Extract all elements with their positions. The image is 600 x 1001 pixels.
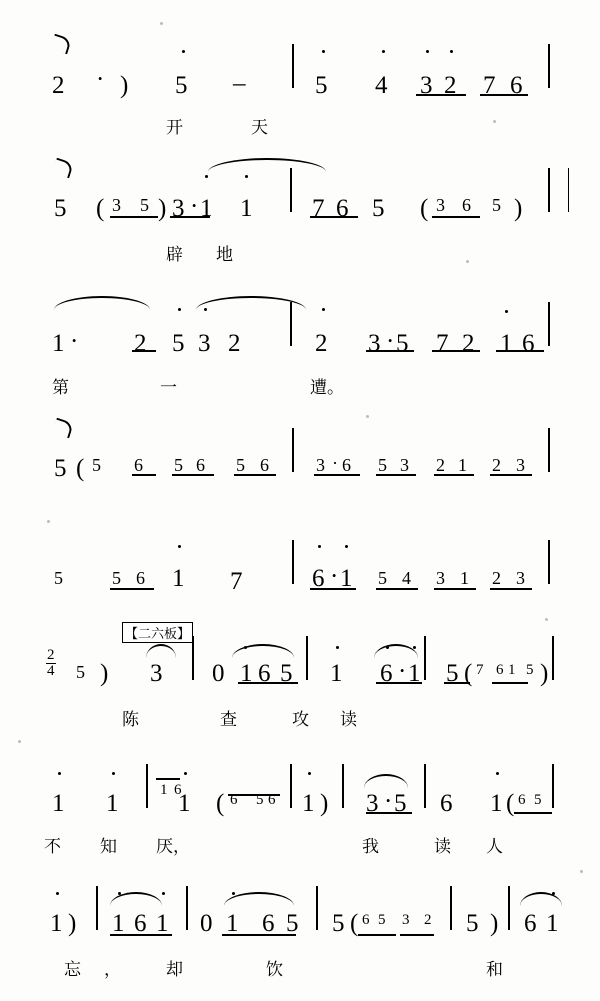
note-numeral: 1 bbox=[240, 195, 253, 222]
note-numeral: ( bbox=[464, 660, 473, 687]
note-numeral: 3 bbox=[436, 568, 445, 588]
barline bbox=[424, 636, 426, 680]
note-numeral: 5 bbox=[174, 455, 183, 475]
note-numeral: 5 bbox=[394, 790, 407, 817]
note-numeral: 6 bbox=[496, 662, 504, 678]
lyric-character: 却 bbox=[166, 960, 183, 980]
note-numeral: 6 bbox=[380, 660, 393, 687]
barline bbox=[186, 886, 188, 930]
note-numeral: 5 bbox=[236, 455, 245, 475]
paper-speckle bbox=[580, 870, 583, 873]
lyric-character: 辟 bbox=[166, 245, 183, 265]
note-numeral: 1 bbox=[340, 565, 353, 592]
note-numeral: 5 bbox=[378, 568, 387, 588]
note-numeral: 1 bbox=[52, 790, 65, 817]
grace-hook-icon bbox=[52, 158, 74, 179]
barline bbox=[192, 636, 194, 680]
note-numeral: 3 bbox=[316, 455, 325, 475]
lyric-character: 陈 bbox=[122, 710, 139, 730]
note-numeral: 3 bbox=[516, 568, 525, 588]
note-numeral: 7 bbox=[436, 330, 449, 357]
grace-hook-icon bbox=[50, 34, 72, 55]
octave-dot bbox=[496, 772, 499, 775]
note-numeral: · bbox=[70, 328, 79, 355]
slur-arc bbox=[146, 644, 176, 658]
note-numeral: 3 bbox=[150, 660, 163, 687]
beam bbox=[432, 216, 480, 218]
note-numeral: 7 bbox=[483, 72, 496, 99]
note-numeral: 1 bbox=[458, 455, 467, 475]
note-numeral: ( bbox=[96, 195, 105, 222]
octave-dot bbox=[322, 308, 325, 311]
note-numeral: 6 bbox=[134, 455, 143, 475]
note-numeral: 5 bbox=[466, 910, 479, 937]
note-numeral: 3 bbox=[368, 330, 381, 357]
note-numeral: · bbox=[332, 453, 338, 473]
note-numeral: – bbox=[233, 70, 246, 97]
octave-dot bbox=[413, 646, 416, 649]
note-numeral: 1 bbox=[330, 660, 343, 687]
octave-dot bbox=[182, 50, 185, 53]
note-numeral: 6 bbox=[230, 792, 238, 808]
octave-dot bbox=[322, 50, 325, 53]
note-numeral: 6 bbox=[268, 792, 276, 808]
note-numeral: 0 bbox=[200, 910, 213, 937]
note-numeral: 2 bbox=[228, 330, 241, 357]
note-numeral: 5 bbox=[112, 568, 121, 588]
lyric-character: 遭。 bbox=[310, 378, 344, 398]
barline bbox=[316, 886, 318, 930]
slur-arc bbox=[208, 158, 326, 172]
octave-dot bbox=[58, 772, 61, 775]
note-numeral: 2 bbox=[492, 455, 501, 475]
lyric-character: 和 bbox=[486, 960, 503, 980]
note-numeral: ) bbox=[100, 660, 109, 687]
note-numeral: 5 bbox=[54, 195, 67, 222]
note-numeral: 3 bbox=[516, 455, 525, 475]
note-numeral: 1 bbox=[50, 910, 63, 937]
slur-arc bbox=[374, 644, 418, 658]
note-numeral: 6 bbox=[262, 910, 275, 937]
lyric-character: 一 bbox=[160, 378, 177, 398]
note-numeral: 6 bbox=[260, 455, 269, 475]
note-numeral: 2 bbox=[444, 72, 457, 99]
note-numeral: 6 bbox=[522, 330, 535, 357]
octave-dot bbox=[232, 892, 235, 895]
time-signature-numerator: 2 bbox=[47, 647, 55, 663]
barline bbox=[548, 540, 550, 584]
time-signature bbox=[46, 648, 56, 679]
note-numeral: 3 bbox=[420, 72, 433, 99]
note-numeral: ( bbox=[350, 910, 359, 937]
barline bbox=[508, 886, 510, 930]
note-numeral: 2 bbox=[315, 330, 328, 357]
note-numeral: 6 bbox=[342, 455, 351, 475]
lyric-character: 查 bbox=[220, 710, 237, 730]
slur-arc bbox=[232, 644, 294, 658]
note-numeral: 6 bbox=[462, 195, 471, 215]
paper-speckle bbox=[47, 520, 50, 523]
note-numeral: 6 bbox=[258, 660, 271, 687]
lyric-character: 人 bbox=[486, 837, 503, 857]
note-numeral: 5 bbox=[315, 72, 328, 99]
octave-dot bbox=[552, 892, 555, 895]
note-numeral: 3 bbox=[402, 912, 410, 928]
note-numeral: 1 bbox=[160, 782, 168, 798]
lyric-character: 厌， bbox=[156, 837, 190, 857]
note-numeral: 2 bbox=[424, 912, 432, 928]
octave-dot bbox=[178, 545, 181, 548]
octave-dot bbox=[345, 545, 348, 548]
note-numeral: · bbox=[190, 193, 199, 220]
note-numeral: 1 bbox=[156, 910, 169, 937]
note-numeral: 0 bbox=[212, 660, 225, 687]
note-numeral: 3 bbox=[172, 195, 185, 222]
lyric-character: ， bbox=[104, 960, 121, 980]
note-numeral: 2 bbox=[492, 568, 501, 588]
beam bbox=[156, 778, 180, 780]
note-numeral: 5 bbox=[372, 195, 385, 222]
note-numeral: 2 bbox=[462, 330, 475, 357]
note-numeral: 1 bbox=[546, 910, 559, 937]
note-numeral: · bbox=[386, 328, 395, 355]
barline bbox=[290, 168, 292, 212]
note-numeral: 5 bbox=[378, 912, 386, 928]
note-numeral: 1 bbox=[240, 660, 253, 687]
note-numeral: 6 bbox=[196, 455, 205, 475]
note-numeral: 6 bbox=[134, 910, 147, 937]
note-numeral: ( bbox=[216, 790, 225, 817]
note-numeral: 1 bbox=[172, 565, 185, 592]
barline bbox=[292, 428, 294, 472]
barline bbox=[306, 636, 308, 680]
note-numeral: 6 bbox=[136, 568, 145, 588]
octave-dot bbox=[184, 772, 187, 775]
barline bbox=[450, 886, 452, 930]
lyric-character: 第 bbox=[52, 378, 69, 398]
slur-arc bbox=[520, 892, 562, 906]
beam bbox=[514, 812, 552, 814]
note-numeral: 5 bbox=[172, 330, 185, 357]
note-numeral: 5 bbox=[534, 792, 542, 808]
note-numeral: · bbox=[398, 658, 407, 685]
barline bbox=[568, 168, 569, 212]
note-numeral: 3 bbox=[366, 790, 379, 817]
slur-arc bbox=[196, 296, 306, 310]
note-numeral: 5 bbox=[526, 662, 534, 678]
barline bbox=[548, 44, 550, 88]
note-numeral: 6 bbox=[518, 792, 526, 808]
note-numeral: 5 bbox=[175, 72, 188, 99]
note-numeral: 5 bbox=[256, 792, 264, 808]
note-numeral: ( bbox=[506, 790, 515, 817]
note-numeral: ) bbox=[514, 195, 523, 222]
barline bbox=[548, 428, 550, 472]
lyric-character: 攻 bbox=[292, 710, 309, 730]
barline bbox=[146, 764, 148, 808]
note-numeral: 1 bbox=[112, 910, 125, 937]
note-numeral: 5 bbox=[446, 660, 459, 687]
note-numeral: 6 bbox=[336, 195, 349, 222]
note-numeral: 5 bbox=[378, 455, 387, 475]
note-numeral: 2 bbox=[436, 455, 445, 475]
note-numeral: ) bbox=[320, 790, 329, 817]
note-numeral: 5 bbox=[280, 660, 293, 687]
octave-dot bbox=[318, 545, 321, 548]
beam bbox=[110, 216, 158, 218]
note-numeral: 5 bbox=[54, 568, 63, 588]
lyric-character: 读 bbox=[434, 837, 451, 857]
note-numeral: ) bbox=[540, 660, 549, 687]
paper-speckle bbox=[366, 415, 369, 418]
beam bbox=[358, 934, 396, 936]
octave-dot bbox=[505, 310, 508, 313]
octave-dot bbox=[56, 892, 59, 895]
note-numeral: 1 bbox=[490, 790, 503, 817]
note-numeral: 1 bbox=[226, 910, 239, 937]
barline bbox=[342, 764, 344, 808]
barline bbox=[552, 764, 554, 808]
octave-dot bbox=[162, 892, 165, 895]
note-numeral: 1 bbox=[200, 195, 213, 222]
note-numeral: 5 bbox=[492, 195, 501, 215]
octave-dot bbox=[204, 308, 207, 311]
note-numeral: 6 bbox=[510, 72, 523, 99]
octave-dot bbox=[386, 646, 389, 649]
barline bbox=[548, 168, 550, 212]
note-numeral: 5 bbox=[332, 910, 345, 937]
note-numeral: · bbox=[96, 66, 105, 93]
paper-speckle bbox=[466, 260, 469, 263]
grace-hook-icon bbox=[52, 418, 74, 439]
note-numeral: 7 bbox=[230, 568, 243, 595]
note-numeral: 6 bbox=[312, 565, 325, 592]
time-signature-denominator: 4 bbox=[47, 663, 55, 679]
beam bbox=[400, 934, 434, 936]
note-numeral: 1 bbox=[508, 662, 516, 678]
octave-dot bbox=[308, 772, 311, 775]
octave-dot bbox=[118, 892, 121, 895]
barline bbox=[292, 540, 294, 584]
note-numeral: · bbox=[330, 563, 339, 590]
barline bbox=[96, 886, 98, 930]
note-numeral: 6 bbox=[524, 910, 537, 937]
note-numeral: 5 bbox=[286, 910, 299, 937]
note-numeral: ( bbox=[76, 455, 85, 482]
tempo-marking-erliuban: 【二六板】 bbox=[122, 622, 193, 643]
note-numeral: 3 bbox=[198, 330, 211, 357]
lyric-character: 我 bbox=[362, 837, 379, 857]
octave-dot bbox=[205, 175, 208, 178]
note-numeral: 5 bbox=[140, 195, 149, 215]
note-numeral: 2 bbox=[134, 330, 147, 357]
octave-dot bbox=[426, 50, 429, 53]
note-numeral: 1 bbox=[302, 790, 315, 817]
octave-dot bbox=[450, 50, 453, 53]
barline bbox=[548, 302, 550, 346]
note-numeral: 7 bbox=[476, 662, 484, 678]
paper-speckle bbox=[493, 120, 496, 123]
note-numeral: 4 bbox=[402, 568, 411, 588]
octave-dot bbox=[244, 646, 247, 649]
octave-dot bbox=[112, 772, 115, 775]
beam bbox=[492, 682, 528, 684]
lyric-character: 不 bbox=[44, 837, 61, 857]
note-numeral: 3 bbox=[436, 195, 445, 215]
note-numeral: 3 bbox=[400, 455, 409, 475]
lyric-character: 开 bbox=[166, 118, 183, 138]
note-numeral: 1 bbox=[500, 330, 513, 357]
octave-dot bbox=[382, 50, 385, 53]
note-numeral: 6 bbox=[440, 790, 453, 817]
note-numeral: 2 bbox=[52, 72, 65, 99]
note-numeral: ) bbox=[68, 910, 77, 937]
barline bbox=[424, 764, 426, 808]
barline bbox=[290, 764, 292, 808]
octave-dot bbox=[336, 646, 339, 649]
paper-speckle bbox=[18, 740, 21, 743]
note-numeral: 5 bbox=[76, 662, 85, 682]
lyric-character: 忘 bbox=[64, 960, 81, 980]
note-numeral: 5 bbox=[396, 330, 409, 357]
note-numeral: ) bbox=[120, 72, 129, 99]
note-numeral: 1 bbox=[178, 790, 191, 817]
octave-dot bbox=[245, 175, 248, 178]
note-numeral: 7 bbox=[312, 195, 325, 222]
slur-arc bbox=[364, 774, 408, 788]
note-numeral: 1 bbox=[408, 660, 421, 687]
note-numeral: 6 bbox=[362, 912, 370, 928]
note-numeral: 1 bbox=[52, 330, 65, 357]
note-numeral: ( bbox=[420, 195, 429, 222]
note-numeral: 5 bbox=[92, 455, 101, 475]
note-numeral: 6 bbox=[174, 782, 182, 798]
note-numeral: ) bbox=[158, 195, 167, 222]
lyric-character: 知 bbox=[100, 837, 117, 857]
note-numeral: · bbox=[384, 788, 393, 815]
paper-speckle bbox=[160, 22, 163, 25]
lyric-character: 天 bbox=[251, 118, 268, 138]
barline bbox=[292, 44, 294, 88]
note-numeral: 3 bbox=[112, 195, 121, 215]
lyric-character: 读 bbox=[340, 710, 357, 730]
lyric-character: 饮 bbox=[266, 960, 283, 980]
note-numeral: ) bbox=[490, 910, 499, 937]
octave-dot bbox=[178, 308, 181, 311]
note-numeral: 1 bbox=[460, 568, 469, 588]
note-numeral: 5 bbox=[54, 455, 67, 482]
barline bbox=[552, 636, 554, 680]
slur-arc bbox=[54, 296, 150, 310]
lyric-character: 地 bbox=[216, 245, 233, 265]
note-numeral: 4 bbox=[375, 72, 388, 99]
paper-speckle bbox=[545, 618, 548, 621]
note-numeral: 1 bbox=[106, 790, 119, 817]
